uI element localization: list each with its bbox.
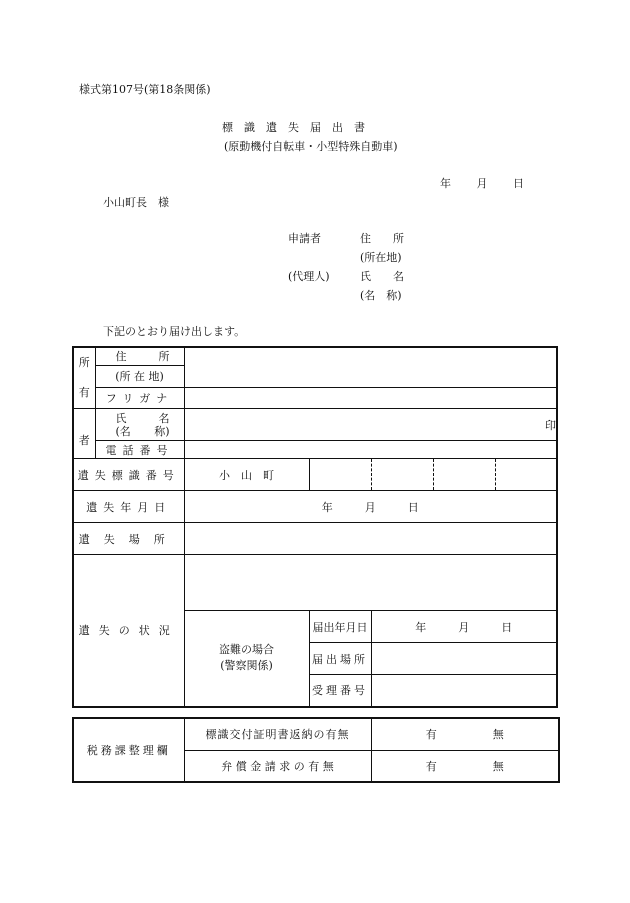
owner-side-label: 所 有 <box>73 347 95 409</box>
report-table <box>72 346 558 708</box>
document-subtitle: (原動機付自転車・小型特殊自動車) <box>224 140 398 153</box>
lost-date-field[interactable]: 年 月 日 <box>184 491 557 523</box>
report-place-label: 届出場所 <box>309 643 371 675</box>
tax-section-label: 税務課整理欄 <box>73 718 184 782</box>
applicant-name-label: 氏 名 <box>360 270 404 283</box>
plate-prefix: 小 山 町 <box>184 459 309 491</box>
applicant-label: 申請者 <box>288 232 321 245</box>
tax-office-table <box>72 717 560 783</box>
report-date-field[interactable]: 年 月 日 <box>371 611 557 643</box>
owner-address-field[interactable] <box>184 347 557 387</box>
lost-situation-label: 遺失の状況 <box>73 555 184 707</box>
plate-digit-1[interactable] <box>309 459 371 491</box>
certificate-return-label: 標識交付証明書返納の有無 <box>184 718 371 750</box>
theft-case-label: 盗難の場合 (警察関係) <box>184 611 309 707</box>
applicant-address-label: 住 所 <box>360 232 404 245</box>
owner-name-label: 氏 名 (名 称) <box>95 409 184 441</box>
owner-address-sub: (所 在 地) <box>95 366 184 387</box>
applicant-block <box>288 229 430 305</box>
addressee: 小山町長 様 <box>103 196 169 209</box>
report-date-label: 届出年月日 <box>309 611 371 643</box>
lost-place-field[interactable] <box>184 523 557 555</box>
seal-mark: 印 <box>545 418 557 432</box>
report-place-field[interactable] <box>371 643 557 675</box>
owner-furigana-label: フリガナ <box>95 387 184 408</box>
compensation-claim-label: 弁 償 金 請 求 の 有 無 <box>184 750 371 782</box>
certificate-return-choice[interactable]: 有 無 <box>371 718 559 750</box>
submission-date: 年 月 日 <box>440 177 524 190</box>
form-number: 様式第107号(第18条関係) <box>79 83 211 96</box>
owner-name-field[interactable] <box>184 409 557 441</box>
owner-furigana-field[interactable] <box>184 387 557 408</box>
document-title: 標識遺失届出書 <box>222 121 376 134</box>
receipt-number-field[interactable] <box>371 675 557 707</box>
plate-digit-3[interactable] <box>433 459 495 491</box>
applicant-name-sub: (名 称) <box>360 289 402 302</box>
lost-plate-number-label: 遺失標識番号 <box>73 459 184 491</box>
applicant-address-sub: (所在地) <box>360 251 402 264</box>
owner-side-label-bottom: 者 <box>73 409 95 459</box>
owner-phone-field[interactable] <box>184 441 557 459</box>
agent-label: (代理人) <box>288 270 330 283</box>
plate-digit-4[interactable] <box>495 459 557 491</box>
receipt-number-label: 受理番号 <box>309 675 371 707</box>
owner-phone-label: 電話番号 <box>95 441 184 459</box>
compensation-claim-choice[interactable]: 有 無 <box>371 750 559 782</box>
intro-text: 下記のとおり届け出します。 <box>103 325 246 338</box>
lost-date-label: 遺失年月日 <box>73 491 184 523</box>
lost-situation-field[interactable] <box>184 555 557 611</box>
owner-address-label: 住 所 <box>95 347 184 366</box>
plate-digit-2[interactable] <box>371 459 433 491</box>
lost-place-label: 遺失場所 <box>73 523 184 555</box>
